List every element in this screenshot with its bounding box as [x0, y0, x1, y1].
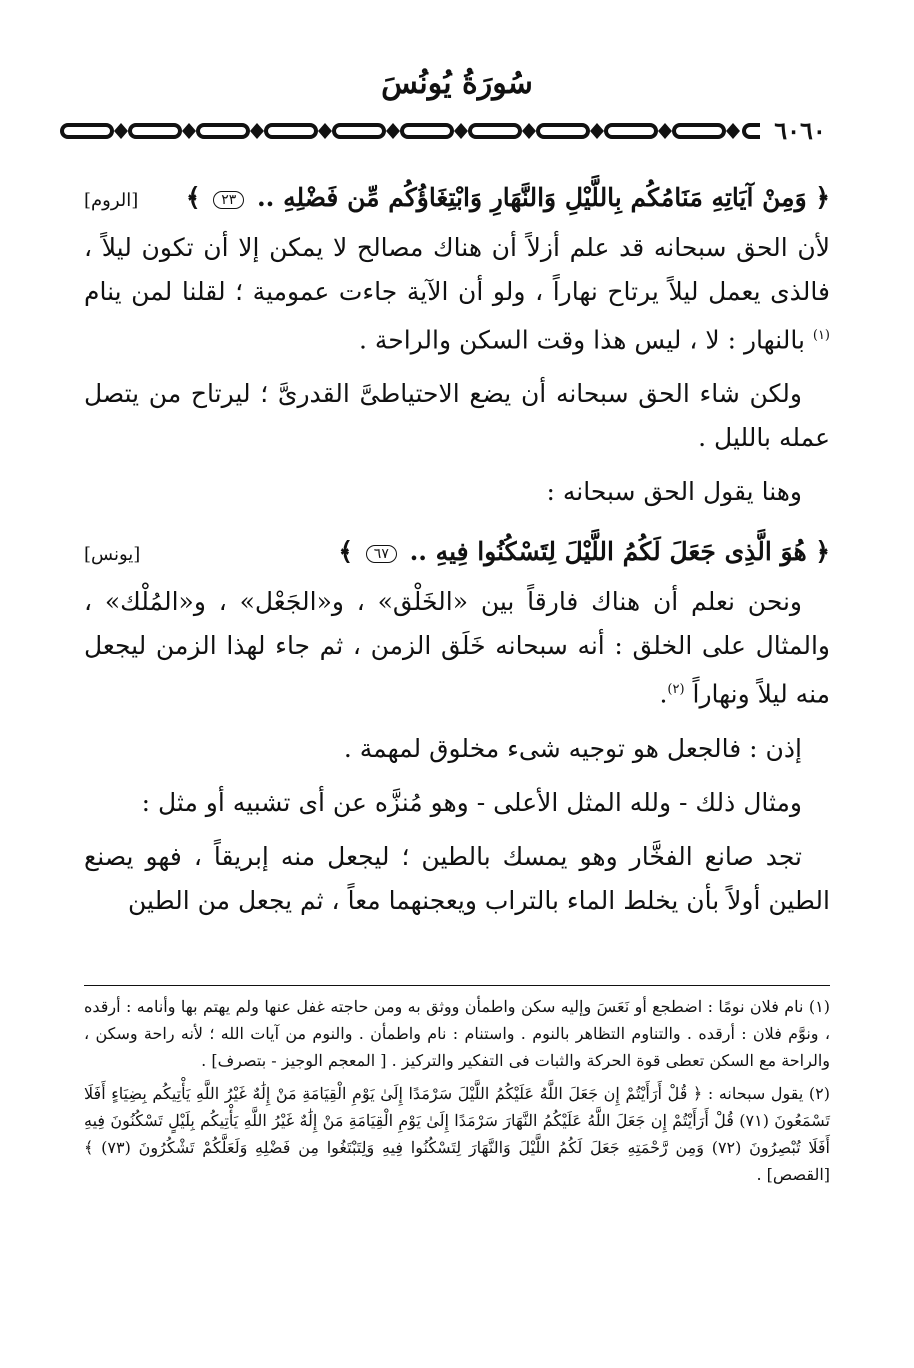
- verse-close-bracket: ﴾: [185, 183, 201, 212]
- quran-verse-1: [84, 170, 830, 226]
- verse-number: ٦٧: [366, 545, 397, 563]
- main-text: [84, 170, 830, 933]
- paragraph-3: وهنا يقول الحق سبحانه :: [546, 477, 802, 507]
- footnote-marker-1: (١): [812, 328, 830, 343]
- paragraph-4: [84, 580, 830, 716]
- verse-reference: [يونس]: [84, 544, 141, 566]
- surah-title: سُورَةُ يُونُسَ: [381, 66, 533, 101]
- verse-2-text: ﴿ هُوَ الَّذِى جَعَلَ لَكُمُ اللَّيْلَ لِتَسْكُنُوا فِيهِ ..: [409, 537, 830, 567]
- verse-text: [186, 170, 830, 226]
- paragraph-2: ولكن شاء الحق سبحانه أن يضع الاحتياطىَّ القدرىَّ ؛ ليرتاح من يتصل عمله بالليل .: [84, 379, 830, 453]
- footnote-1: (١) نام فلان نومًا : اضطجع أو نَعَسَ وإليه سكن واطمأن ووثق به ومن حاجته غفل عنها ولم يهتم بها وأنامه : أرقده ، ونوَّم فلان : أرقده . والتناوم التظاهر بالنوم . واستنام : نام واطمأن . والنوم من آيات الله ؛ لأنه راحة وسكن ، والراحة مع السكن تعطى قوة الحركة والثبات فى التفكير والتركيز . [ المعجم الوجيز - بتصرف] .: [84, 997, 831, 1070]
- footnote-divider: [84, 985, 830, 986]
- verse-number: ٢٣: [213, 191, 244, 209]
- paragraph-5: إذن : فالجعل هو توجيه شىء مخلوق لمهمة .: [343, 733, 802, 763]
- footnote-2: (٢) يقول سبحانه : ﴿ قُلْ أَرَأَيْتُمْ إِن جَعَلَ اللَّهُ عَلَيْكُمُ اللَّيْلَ سَرْمَدًا إِلَىٰ يَوْمِ الْقِيَامَةِ مَنْ إِلَٰهٌ غَيْرُ اللَّهِ يَأْتِيكُم بِضِيَاءٍ أَفَلَا تَسْمَعُونَ (٧١) قُلْ أَرَأَيْتُمْ إِن جَعَلَ اللَّهُ عَلَيْكُمُ النَّهَارَ سَرْمَدًا إِلَىٰ يَوْمِ الْقِيَامَةِ مَنْ إِلَٰهٌ غَيْرُ اللَّهِ يَأْتِيكُم بِلَيْلٍ تَسْكُنُونَ فِيهِ أَفَلَا تُبْصِرُونَ (٧٢) وَمِن رَّحْمَتِهِ جَعَلَ لَكُمُ اللَّيْلَ وَالنَّهَارَ لِتَسْكُنُوا فِيهِ وَلِتَبْتَغُوا مِن فَضْلِهِ وَلَعَلَّكُمْ تَشْكُرُونَ (٧٣) ﴾ [القصص] .: [84, 1084, 830, 1184]
- paragraph-1-text: لأن الحق سبحانه قد علم أزلاً أن هناك مصالح لا يمكن إلا أن تكون ليلاً ، فالذى يعمل ليلاً يرتاح نهاراً ، ولو أن الآية جاءت عمومية ؛ لقلنا لمن ينام: [84, 233, 830, 306]
- verse-close-bracket: ﴾: [338, 537, 354, 567]
- page-number: ٦٠٦٠: [760, 116, 840, 145]
- ornament-border: [58, 120, 830, 142]
- paragraph-6: ومثال ذلك - ولله المثل الأعلى - وهو مُنزَّه عن أى تشبيه أو مثل :: [141, 787, 802, 817]
- verse-reference: [الروم]: [84, 190, 139, 211]
- quran-verse-2: [84, 524, 830, 580]
- paragraph-1: [84, 226, 830, 362]
- verse-text: [338, 524, 830, 580]
- verse-1-text: ﴿ وَمِنْ آيَاتِهِ مَنَامُكُم بِاللَّيْلِ وَالنَّهَارِ وَابْتِغَاؤُكُم مِّن فَضْلِهِ ..: [256, 183, 830, 212]
- paragraph-4-text: ونحن نعلم أن هناك فارقاً بين «الخَلْق» ، و«الجَعْل» ، و«المُلْك» ، والمثال على الخلق : أنه سبحانه خَلَق الزمن ، ثم جاء لهذا الزمن ليجعل منه ليلاً ونهاراً: [84, 587, 830, 709]
- paragraph-7: تجد صانع الفخَّار وهو يمسك بالطين ؛ ليجعل منه إبريقاً ، فهو يصنع الطين أولاً بأن يخلط الماء بالتراب ويعجنهما معاً ، ثم يجعل من الطين: [84, 841, 830, 915]
- footnotes: [84, 993, 830, 1194]
- footnote-marker-2: (٢): [667, 682, 685, 698]
- paragraph-4-end: .: [659, 679, 668, 709]
- paragraph-1-end: بالنهار : لا ، ليس هذا وقت السكن والراحة .: [358, 325, 805, 355]
